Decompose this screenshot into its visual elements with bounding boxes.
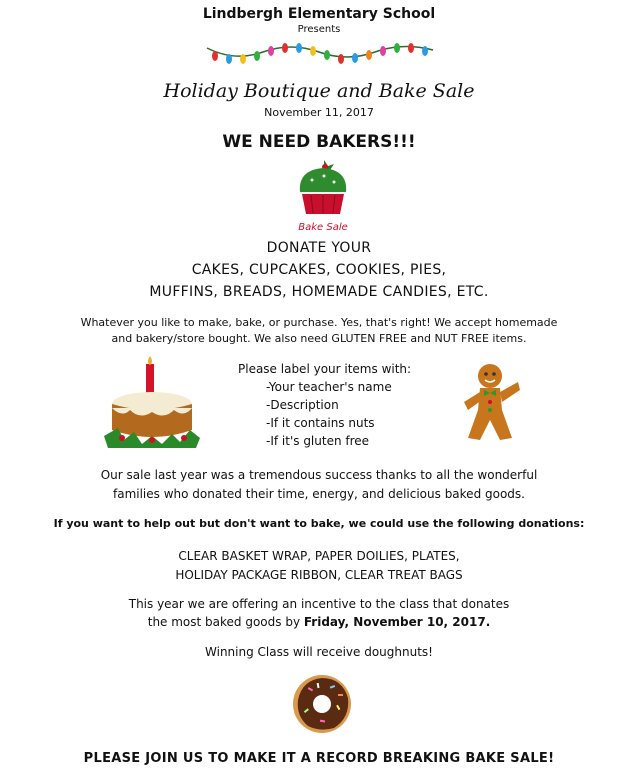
incentive-line-2 [0,615,638,629]
bakers-headline: WE NEED BAKERS!!! [222,132,416,152]
accept-line-2: and bakery/store bought. We also need GLUTEN FREE and NUT FREE items. [111,332,527,345]
winning-text: Winning Class will receive doughnuts! [205,645,433,659]
help-text: If you want to help out but don't want to bake, we could use the following donations: [53,517,585,530]
label-instructions [238,360,411,450]
label-item-nuts: -If it contains nuts [266,416,375,430]
incentive-line-1: This year we are offering an incentive to the class that donates [128,597,510,611]
gingerbread-man-icon [460,362,522,444]
accept-line-1: Whatever you like to make, bake, or purchase. Yes, that's right! We accept homemade [80,316,558,329]
cupcake-label: Bake Sale [298,222,348,233]
success-line-2: families who donated their time, energy, and delicious baked goods. [113,487,525,501]
school-name: Lindbergh Elementary School [202,6,436,22]
incentive-deadline: Friday, November 10, 2017. [303,615,491,629]
donate-line-3: MUFFINS, BREADS, HOMEMADE CANDIES, ETC. [149,284,489,300]
donate-line-1: DONATE YOUR [266,240,372,256]
label-instructions-heading: Please label your items with: [238,362,412,376]
donate-line-2: CAKES, CUPCAKES, COOKIES, PIES, [191,262,447,278]
donations-line-1: CLEAR BASKET WRAP, PAPER DOILIES, PLATES, [178,549,460,563]
birthday-cake-icon [100,356,204,456]
christmas-lights-icon [205,40,435,66]
event-title: Holiday Boutique and Bake Sale [163,80,475,102]
donations-line-2: HOLIDAY PACKAGE RIBBON, CLEAR TREAT BAGS [175,568,463,582]
label-item-description: -Description [266,398,339,412]
label-item-teacher: -Your teacher's name [266,380,392,394]
cupcake-icon [294,156,352,234]
closing-text: PLEASE JOIN US TO MAKE IT A RECORD BREAKING BAKE SALE! [83,751,555,766]
event-date: November 11, 2017 [264,106,374,119]
incentive-prefix: the most baked goods by [147,615,304,629]
label-item-gluten: -If it's gluten free [266,434,370,448]
presents-label: Presents [297,24,341,35]
donut-icon [290,672,354,736]
success-line-1: Our sale last year was a tremendous success thanks to all the wonderful [100,468,538,482]
